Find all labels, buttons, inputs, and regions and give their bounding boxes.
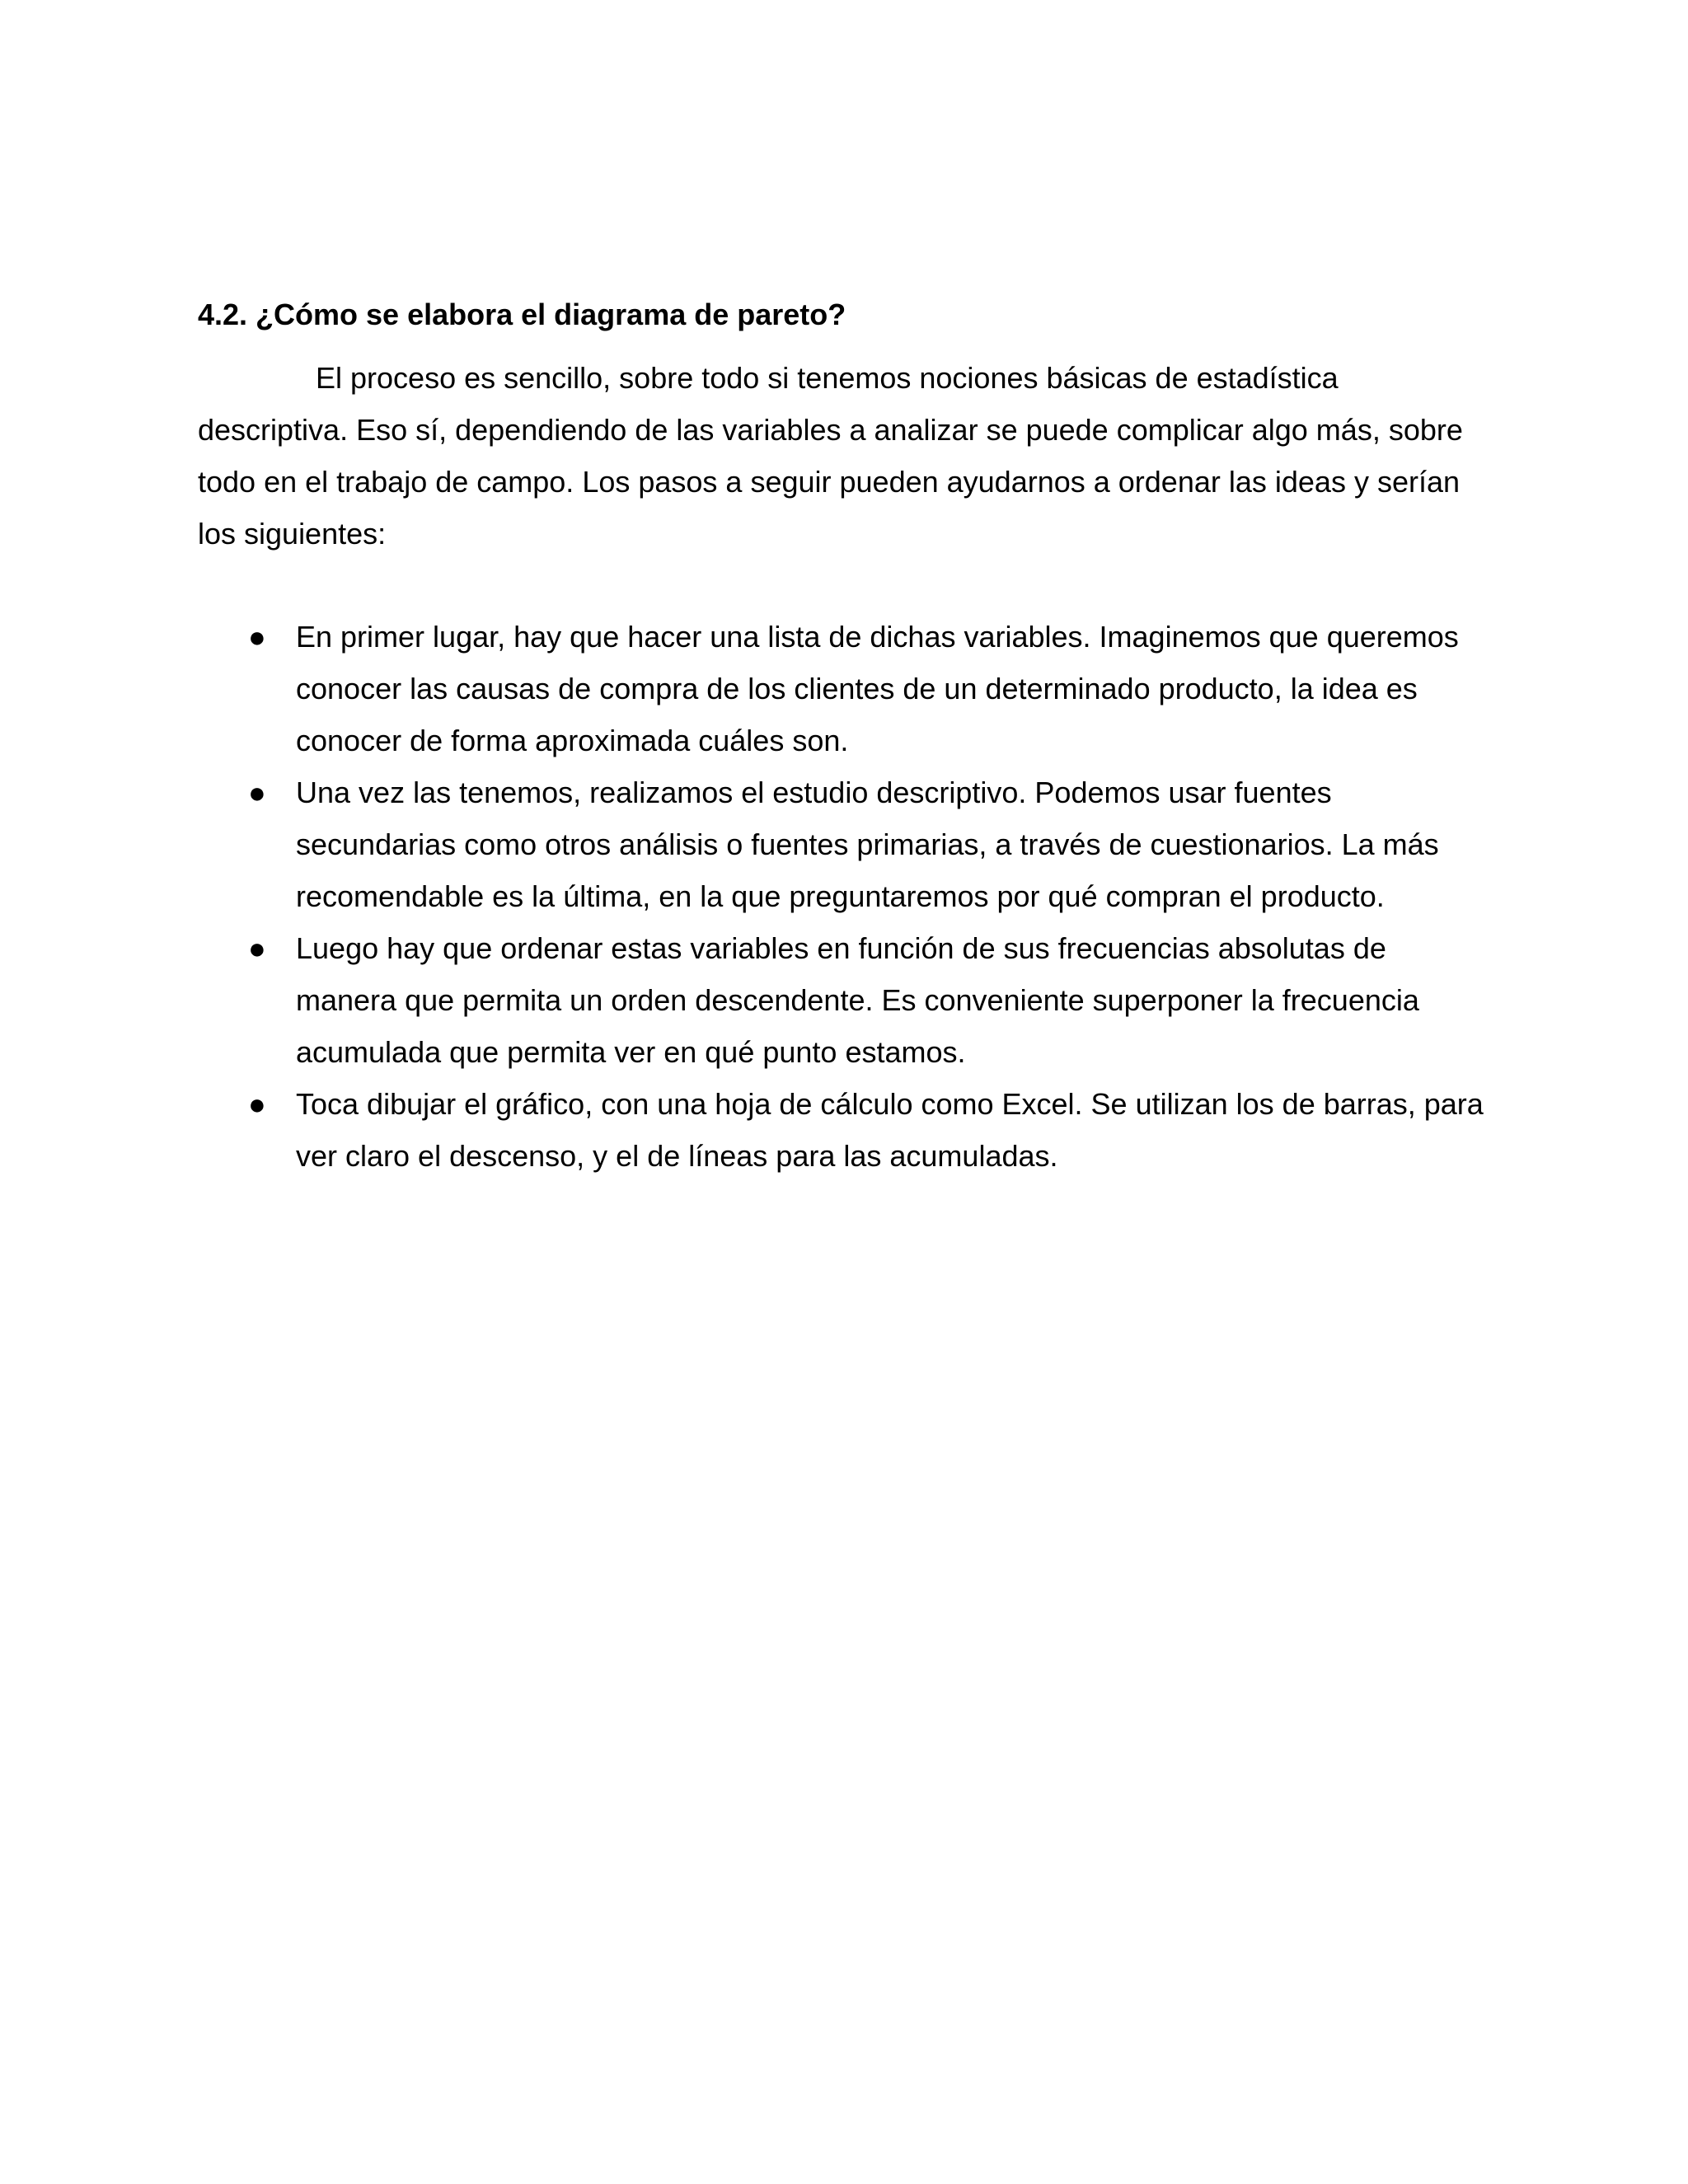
list-item xyxy=(198,1078,1492,1182)
bullet-icon: ● xyxy=(248,1087,266,1121)
list-item-text: En primer lugar, hay que hacer una lista de dichas variables. Imaginemos que queremos conocer las causas de compra de los clientes de un determinado producto, la idea es conocer de forma aproximada cuáles son. xyxy=(296,620,1459,757)
list-item-text: Luego hay que ordenar estas variables en función de sus frecuencias absolutas de manera que permita un orden descendente. Es conveniente superponer la frecuencia acumulada que permita ver en qué punto estamos. xyxy=(296,931,1419,1069)
bullet-icon: ● xyxy=(248,931,266,965)
list-item-text: Una vez las tenemos, realizamos el estudio descriptivo. Podemos usar fuentes secundarias como otros análisis o fuentes primarias, a través de cuestionarios. La más recomendable es la última, en la que preguntaremos por qué compran el producto. xyxy=(296,776,1439,913)
list-item xyxy=(198,922,1492,1078)
list-item xyxy=(198,611,1492,766)
list-item-text: Toca dibujar el gráfico, con una hoja de cálculo como Excel. Se utilizan los de barras, para ver claro el descenso, y el de líneas para las acumuladas. xyxy=(296,1087,1484,1173)
steps-list xyxy=(198,611,1492,1182)
bullet-icon: ● xyxy=(248,620,266,654)
section-heading: 4.2. ¿Cómo se elabora el diagrama de pareto? xyxy=(198,298,846,331)
bullet-icon: ● xyxy=(248,776,266,809)
intro-paragraph: El proceso es sencillo, sobre todo si tenemos nociones básicas de estadística descriptiva. Eso sí, dependiendo de las variables a analizar se puede complicar algo más, sobre todo en el trabajo de campo. Los pasos a seguir pueden ayudarnos a ordenar las ideas y serían los siguientes: xyxy=(198,361,1463,551)
document-content xyxy=(198,293,1492,1182)
list-item xyxy=(198,766,1492,922)
